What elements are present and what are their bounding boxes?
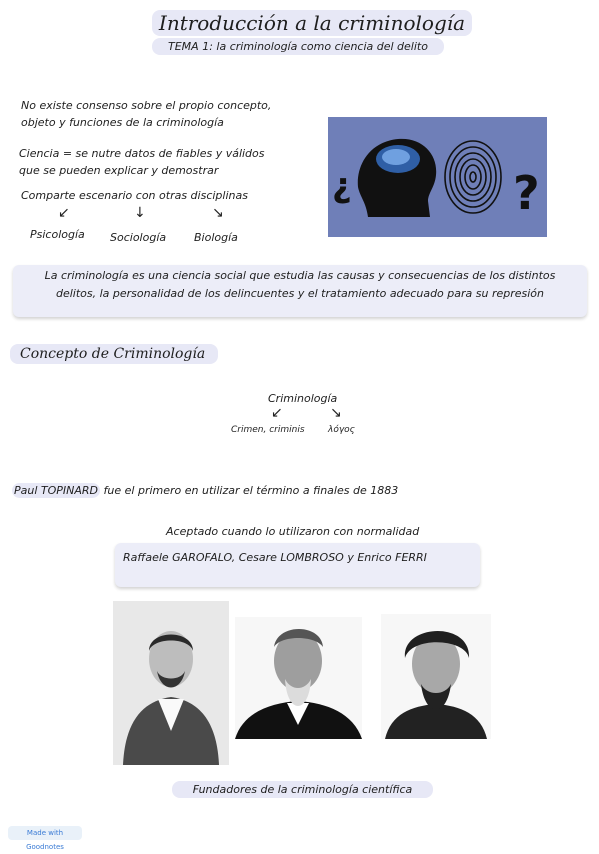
goodnotes-badge: Made with Goodnotes xyxy=(8,826,82,840)
arrow-down-left-icon: ↙ xyxy=(271,405,283,421)
shares-note: Comparte escenario con otras disciplinas xyxy=(21,189,248,202)
portrait-icon xyxy=(381,614,491,739)
founders-box xyxy=(115,543,480,587)
discipline-sociology: Sociología xyxy=(110,231,167,244)
arrow-down-right-icon: ↘ xyxy=(330,405,342,421)
topinard-text: fue el primero en utilizar el término a finales de 1883 xyxy=(100,484,399,497)
definition-line-1: La criminología es una ciencia social que estudia las causas y consecuencias de los distintos xyxy=(44,269,556,282)
discipline-biology: Biología xyxy=(194,231,238,244)
arrow-down-icon: ↓ xyxy=(134,205,146,221)
concept-latin-root: Crimen, criminis xyxy=(231,425,305,435)
page-title: Introducción a la criminología xyxy=(152,10,472,36)
arrow-down-icon: ↙ xyxy=(58,205,70,221)
portrait-garofalo xyxy=(113,601,229,765)
portrait-icon xyxy=(113,601,229,765)
topinard-note xyxy=(12,482,398,499)
concept-greek-root: λόγος xyxy=(328,425,355,435)
accepted-note: Aceptado cuando lo utilizaron con normalidad xyxy=(166,525,420,538)
definition-box xyxy=(13,265,587,317)
portrait-icon xyxy=(235,617,362,739)
science-line-1: Ciencia = se nutre datos de fiables y válidos xyxy=(19,147,265,160)
founders-names: Raffaele GAROFALO, Cesare LOMBROSO y Enrico FERRI xyxy=(123,551,427,564)
portrait-lombroso xyxy=(235,617,362,739)
concept-root: Criminología xyxy=(268,392,338,405)
svg-text:?: ? xyxy=(513,166,540,220)
arrow-down-icon: ↘ xyxy=(212,205,224,221)
page-subtitle: TEMA 1: la criminología como ciencia del delito xyxy=(152,38,444,55)
consensus-line-1: No existe consenso sobre el propio concepto, xyxy=(21,99,272,112)
head-fingerprint-icon xyxy=(328,117,547,237)
svg-text:¿: ¿ xyxy=(332,166,352,206)
portrait-ferri xyxy=(381,614,491,739)
discipline-psychology: Psicología xyxy=(30,228,85,241)
science-note xyxy=(19,145,265,179)
consensus-note xyxy=(21,97,271,131)
founders-caption: Fundadores de la criminología científica xyxy=(172,781,433,798)
criminology-illustration xyxy=(328,117,547,237)
science-line-2: que se pueden explicar y demostrar xyxy=(19,164,219,177)
definition-line-2: delitos, la personalidad de los delincuentes y el tratamiento adecuado para su represión xyxy=(55,287,545,300)
topinard-name: Paul TOPINARD xyxy=(14,484,99,497)
consensus-line-2: objeto y funciones de la criminología xyxy=(21,116,224,129)
concept-heading: Concepto de Criminología xyxy=(10,344,218,364)
